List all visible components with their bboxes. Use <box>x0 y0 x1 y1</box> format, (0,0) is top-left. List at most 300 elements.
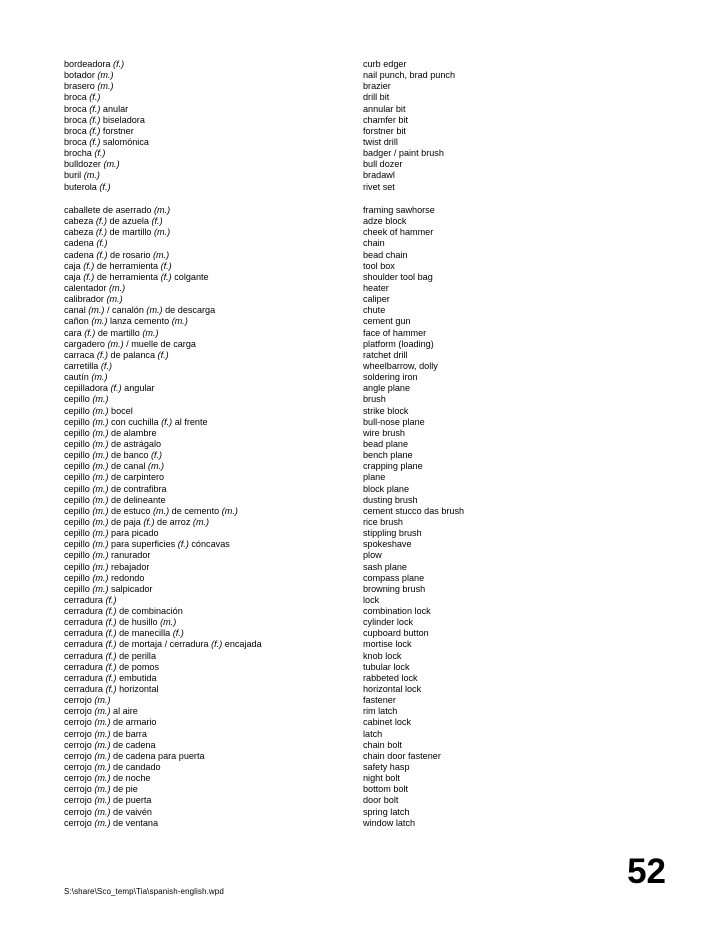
english-term: bench plane <box>363 450 413 461</box>
spanish-term <box>64 673 363 684</box>
english-term: fastener <box>363 695 396 706</box>
gender-marker: (f.) <box>160 260 172 271</box>
gender-marker: (f.) <box>89 125 101 136</box>
spanish-term <box>64 461 363 472</box>
glossary-entry <box>64 695 704 706</box>
term-text: de noche <box>110 773 151 784</box>
glossary-entry <box>64 762 704 773</box>
english-term: stippling brush <box>363 528 422 539</box>
glossary-entry <box>64 272 704 283</box>
gender-marker: (m.) <box>109 282 126 293</box>
english-term: shoulder tool bag <box>363 271 433 282</box>
spanish-term <box>64 137 363 148</box>
english-term: chain door fastener <box>363 750 441 761</box>
gender-marker: (f.) <box>105 606 117 617</box>
glossary-entry <box>64 81 704 92</box>
glossary-entry <box>64 148 704 159</box>
glossary-entry <box>64 137 704 148</box>
glossary-entry <box>64 662 704 673</box>
english-term: safety hasp <box>363 762 410 773</box>
term-text: cepilladora <box>64 383 111 394</box>
gender-marker: (m.) <box>92 505 109 516</box>
english-term: cabinet lock <box>363 717 412 728</box>
term-text: encajada <box>222 639 262 650</box>
term-text: de candado <box>110 762 161 773</box>
term-text: cepillo <box>64 405 93 416</box>
english-term: latch <box>363 728 383 739</box>
term-text: cepillo <box>64 561 93 572</box>
english-term: bull dozer <box>363 159 403 170</box>
term-text: cadena <box>64 238 97 249</box>
gender-marker: (f.) <box>105 594 117 605</box>
glossary-entry <box>64 807 704 818</box>
term-text: de contrafibra <box>108 483 167 494</box>
spanish-term <box>64 517 363 528</box>
term-text: de estuco <box>108 505 153 516</box>
spanish-term <box>64 115 363 126</box>
spanish-term <box>64 740 363 751</box>
term-text: cerradura <box>64 684 106 695</box>
english-term: wire brush <box>363 427 405 438</box>
gender-marker: (m.) <box>147 461 165 472</box>
spanish-term <box>64 104 363 115</box>
glossary-entry <box>64 484 704 495</box>
gender-marker: (m.) <box>106 294 123 305</box>
spanish-term <box>64 439 363 450</box>
glossary-entry <box>64 495 704 506</box>
glossary-entry <box>64 539 704 550</box>
spanish-term <box>64 662 363 673</box>
spanish-term <box>64 205 363 216</box>
term-text: de pie <box>110 784 138 795</box>
gender-marker: (f.) <box>84 327 96 338</box>
spanish-term <box>64 148 363 159</box>
term-text: para superficies <box>108 539 178 550</box>
term-text: cepillo <box>64 427 93 438</box>
gender-marker: (m.) <box>92 583 109 594</box>
term-text: de martillo <box>106 227 154 238</box>
gender-marker: (m.) <box>88 305 105 316</box>
term-text: brocha <box>64 148 95 159</box>
term-text: de cemento <box>169 505 222 516</box>
gender-marker: (m.) <box>91 316 108 327</box>
english-term: bead plane <box>363 438 409 449</box>
glossary-entry <box>64 92 704 103</box>
term-text: de cadena <box>110 739 156 750</box>
gender-marker: (m.) <box>107 338 124 349</box>
gender-marker: (m.) <box>94 773 111 784</box>
glossary-entry <box>64 439 704 450</box>
spanish-term <box>64 773 363 784</box>
term-text: brasero <box>64 81 98 92</box>
spanish-term <box>64 751 363 762</box>
term-text: de astrágalo <box>108 438 162 449</box>
term-text: broca <box>64 114 90 125</box>
term-text: cerradura <box>64 661 106 672</box>
gender-marker: (m.) <box>92 405 109 416</box>
english-term: rivet set <box>363 181 395 192</box>
english-term: spokeshave <box>363 539 412 550</box>
gender-marker: (f.) <box>105 684 117 695</box>
term-text: cepillo <box>64 472 93 483</box>
term-text: cerradura <box>64 594 106 605</box>
gender-marker: (m.) <box>92 528 109 539</box>
spanish-term <box>64 528 363 539</box>
spanish-term <box>64 562 363 573</box>
spanish-term <box>64 350 363 361</box>
english-term: adze block <box>363 216 407 227</box>
term-text: con cuchilla <box>108 416 162 427</box>
english-term: bottom bolt <box>363 784 408 795</box>
spanish-term <box>64 539 363 550</box>
term-text: cabeza <box>64 227 96 238</box>
gender-marker: (m.) <box>92 539 109 550</box>
term-text: de herramienta <box>94 271 161 282</box>
glossary-entry <box>64 729 704 740</box>
term-text: canal <box>64 305 89 316</box>
glossary-entry <box>64 651 704 662</box>
spanish-term <box>64 651 363 662</box>
spanish-term <box>64 394 363 405</box>
term-text: de alambre <box>108 427 157 438</box>
term-text: cautín <box>64 372 92 383</box>
english-term: face of hammer <box>363 327 427 338</box>
term-text: anular <box>100 103 129 114</box>
english-term: wheelbarrow, dolly <box>363 360 438 371</box>
term-text: para picado <box>108 528 159 539</box>
term-text: cerrojo <box>64 706 95 717</box>
gender-marker: (f.) <box>151 216 163 227</box>
gender-marker: (m.) <box>97 81 114 92</box>
spanish-term <box>64 573 363 584</box>
term-text: cepillo <box>64 583 93 594</box>
glossary-entry <box>64 159 704 170</box>
spanish-term <box>64 584 363 595</box>
english-term: cement gun <box>363 316 411 327</box>
glossary-entry <box>64 517 704 528</box>
term-text: de barra <box>110 728 147 739</box>
term-text: cóncavas <box>188 539 230 550</box>
gender-marker: (m.) <box>94 806 111 817</box>
spanish-term <box>64 294 363 305</box>
english-term: angle plane <box>363 383 411 394</box>
term-text: de cadena para puerta <box>110 750 205 761</box>
term-text: cepillo <box>64 461 93 472</box>
term-text: cerrojo <box>64 750 95 761</box>
glossary-entry <box>64 684 704 695</box>
term-text: carraca <box>64 349 97 360</box>
term-text: rebajador <box>108 561 150 572</box>
glossary-entry <box>64 450 704 461</box>
english-term: platform (loading) <box>363 338 434 349</box>
term-text: redondo <box>108 572 145 583</box>
glossary-entry <box>64 606 704 617</box>
spanish-term <box>64 81 363 92</box>
spanish-term <box>64 617 363 628</box>
gender-marker: (f.) <box>95 227 107 238</box>
term-text: salomónica <box>100 136 149 147</box>
spanish-term <box>64 305 363 316</box>
glossary-entry <box>64 528 704 539</box>
term-text: cerrojo <box>64 806 95 817</box>
english-term: horizontal lock <box>363 684 422 695</box>
gender-marker: (m.) <box>92 416 109 427</box>
gender-marker: (m.) <box>94 762 111 773</box>
spanish-term <box>64 182 363 193</box>
spanish-term <box>64 250 363 261</box>
term-text: de ventana <box>110 817 159 828</box>
term-text: de mortaja / cerradura <box>116 639 212 650</box>
glossary-entry <box>64 182 704 193</box>
gender-marker: (m.) <box>92 394 109 405</box>
spanish-term <box>64 595 363 606</box>
glossary-entry <box>64 751 704 762</box>
english-term: curb edger <box>363 59 407 69</box>
gender-marker: (m.) <box>92 561 109 572</box>
spanish-term <box>64 417 363 428</box>
spanish-term <box>64 784 363 795</box>
gender-marker: (f.) <box>143 516 155 527</box>
gender-marker: (m.) <box>83 170 100 181</box>
english-term: tubular lock <box>363 661 410 672</box>
spanish-term <box>64 361 363 372</box>
glossary-entry <box>64 595 704 606</box>
english-term: sash plane <box>363 561 407 572</box>
english-term: rim latch <box>363 706 398 717</box>
english-term: combination lock <box>363 606 431 617</box>
term-text: cerrojo <box>64 695 95 706</box>
glossary-entry <box>64 250 704 261</box>
english-term: knob lock <box>363 650 402 661</box>
gender-marker: (f.) <box>150 450 163 461</box>
spanish-term <box>64 372 363 383</box>
english-term: mortise lock <box>363 639 412 650</box>
gender-marker: (f.) <box>160 271 172 282</box>
term-text: cerrojo <box>64 784 95 795</box>
term-text: cerradura <box>64 606 106 617</box>
gender-marker: (m.) <box>92 494 109 505</box>
english-term: window latch <box>363 817 416 828</box>
glossary-entry <box>64 283 704 294</box>
english-term: rabbeted lock <box>363 672 418 683</box>
term-text: lanza cemento <box>107 316 172 327</box>
term-text: de pomos <box>116 661 160 672</box>
glossary-entry <box>64 706 704 717</box>
spanish-term <box>64 227 363 238</box>
english-term: forstner bit <box>363 125 406 136</box>
term-text: cerrojo <box>64 762 95 773</box>
gender-marker: (m.) <box>94 717 111 728</box>
gender-marker: (f.) <box>105 628 117 639</box>
term-text: de palanca <box>107 349 158 360</box>
term-text: de puerta <box>110 795 152 806</box>
glossary-entry <box>64 461 704 472</box>
spanish-term <box>64 639 363 650</box>
glossary-entry <box>64 617 704 628</box>
gender-marker: (m.) <box>92 472 109 483</box>
english-term: plow <box>363 550 382 561</box>
glossary-entry <box>64 773 704 784</box>
glossary-entry <box>64 361 704 372</box>
term-text: cepillo <box>64 494 93 505</box>
glossary-entry <box>64 170 704 181</box>
gender-marker: (f.) <box>105 650 117 661</box>
term-text: de vaivén <box>110 806 152 817</box>
gender-marker: (f.) <box>177 539 189 550</box>
gender-marker: (f.) <box>172 628 184 639</box>
gender-marker: (m.) <box>92 438 109 449</box>
glossary-entry <box>64 428 704 439</box>
english-term: brazier <box>363 81 391 92</box>
term-text: de manecilla <box>116 628 173 639</box>
english-term: compass plane <box>363 572 425 583</box>
gender-marker: (m.) <box>94 750 111 761</box>
gender-marker: (f.) <box>96 238 108 249</box>
english-term: cylinder lock <box>363 617 414 628</box>
spanish-term <box>64 339 363 350</box>
term-text: de carpintero <box>108 472 165 483</box>
term-text: de rosario <box>107 249 153 260</box>
term-text: de perilla <box>116 650 157 661</box>
glossary-entry <box>64 126 704 137</box>
glossary-entry <box>64 372 704 383</box>
spanish-term <box>64 550 363 561</box>
glossary-entry <box>64 339 704 350</box>
gender-marker: (f.) <box>94 148 106 159</box>
glossary-entry <box>64 104 704 115</box>
spanish-term <box>64 59 363 70</box>
english-term: cement stucco das brush <box>363 505 465 516</box>
term-text: / canalón <box>104 305 147 316</box>
gender-marker: (f.) <box>113 59 125 69</box>
gender-marker: (f.) <box>96 349 108 360</box>
english-term: chain bolt <box>363 739 402 750</box>
gender-marker: (m.) <box>94 795 111 806</box>
gender-marker: (m.) <box>103 159 120 170</box>
glossary-entry <box>64 472 704 483</box>
term-text: cerrojo <box>64 817 95 828</box>
glossary-entry <box>64 818 704 829</box>
glossary-entry <box>64 394 704 405</box>
glossary-entry <box>64 417 704 428</box>
gender-marker: (m.) <box>192 516 210 527</box>
gender-marker: (m.) <box>91 372 108 383</box>
term-text: cepillo <box>64 394 93 405</box>
glossary-entry <box>64 584 704 595</box>
glossary-entry <box>64 70 704 81</box>
spanish-term <box>64 126 363 137</box>
glossary-entry <box>64 406 704 417</box>
glossary-entry <box>64 628 704 639</box>
spanish-term <box>64 328 363 339</box>
term-text: cepillo <box>64 528 93 539</box>
gender-marker: (m.) <box>92 516 109 527</box>
glossary-entry <box>64 639 704 650</box>
term-text: salpicador <box>108 583 153 594</box>
term-text: de husillo <box>116 617 161 628</box>
glossary-entry <box>64 717 704 728</box>
term-text: de delineante <box>108 494 166 505</box>
gender-marker: (f.) <box>161 416 173 427</box>
english-term: plane <box>363 472 386 483</box>
term-text: cepillo <box>64 483 93 494</box>
english-term: block plane <box>363 483 410 494</box>
term-text: biseladora <box>100 114 145 125</box>
spanish-term <box>64 261 363 272</box>
spanish-term <box>64 159 363 170</box>
gender-marker: (f.) <box>100 360 113 371</box>
term-text: cerrojo <box>64 739 95 750</box>
spanish-term <box>64 795 363 806</box>
term-text: de herramienta <box>94 260 161 271</box>
term-text: bocel <box>108 405 133 416</box>
term-text: horizontal <box>116 684 159 695</box>
spanish-term <box>64 506 363 517</box>
english-term: twist drill <box>363 136 398 147</box>
gender-marker: (f.) <box>105 617 117 628</box>
spanish-term <box>64 706 363 717</box>
term-text: cepillo <box>64 438 93 449</box>
gender-marker: (f.) <box>89 114 101 125</box>
spanish-term <box>64 606 363 617</box>
term-text: buril <box>64 170 84 181</box>
gender-marker: (f.) <box>89 136 101 147</box>
term-text: cargadero <box>64 338 108 349</box>
spanish-term <box>64 762 363 773</box>
gender-marker: (m.) <box>146 305 163 316</box>
term-text: cepillo <box>64 539 93 550</box>
gender-marker: (f.) <box>89 92 101 103</box>
english-term: ratchet drill <box>363 349 408 360</box>
term-text: de armario <box>110 717 157 728</box>
glossary-entry <box>64 550 704 561</box>
gender-marker: (f.) <box>105 672 117 683</box>
glossary-group-b <box>64 59 704 193</box>
gender-marker: (f.) <box>89 103 101 114</box>
gender-marker: (m.) <box>154 205 171 215</box>
gender-marker: (f.) <box>95 216 107 227</box>
spanish-term <box>64 216 363 227</box>
gender-marker: (m.) <box>97 70 114 81</box>
term-text: caja <box>64 260 84 271</box>
spanish-term <box>64 684 363 695</box>
gender-marker: (f.) <box>110 383 122 394</box>
term-text: bordeadora <box>64 59 114 69</box>
spanish-term <box>64 170 363 181</box>
english-term: annular bit <box>363 103 406 114</box>
spanish-term <box>64 495 363 506</box>
term-text: cerrojo <box>64 717 95 728</box>
english-term: badger / paint brush <box>363 148 444 159</box>
term-text: embutida <box>116 672 157 683</box>
term-text: / muelle de carga <box>123 338 196 349</box>
term-text: carretilla <box>64 360 101 371</box>
term-text: cepillo <box>64 550 93 561</box>
gender-marker: (m.) <box>153 249 170 260</box>
gender-marker: (f.) <box>99 181 111 192</box>
gender-marker: (m.) <box>94 706 111 717</box>
glossary-entry <box>64 673 704 684</box>
gender-marker: (m.) <box>92 450 109 461</box>
term-text: cepillo <box>64 450 93 461</box>
glossary-entry <box>64 350 704 361</box>
glossary-entry <box>64 316 704 327</box>
gender-marker: (m.) <box>92 461 109 472</box>
spanish-term <box>64 717 363 728</box>
gender-marker: (f.) <box>83 271 95 282</box>
spanish-term <box>64 70 363 81</box>
term-text: al aire <box>110 706 138 717</box>
